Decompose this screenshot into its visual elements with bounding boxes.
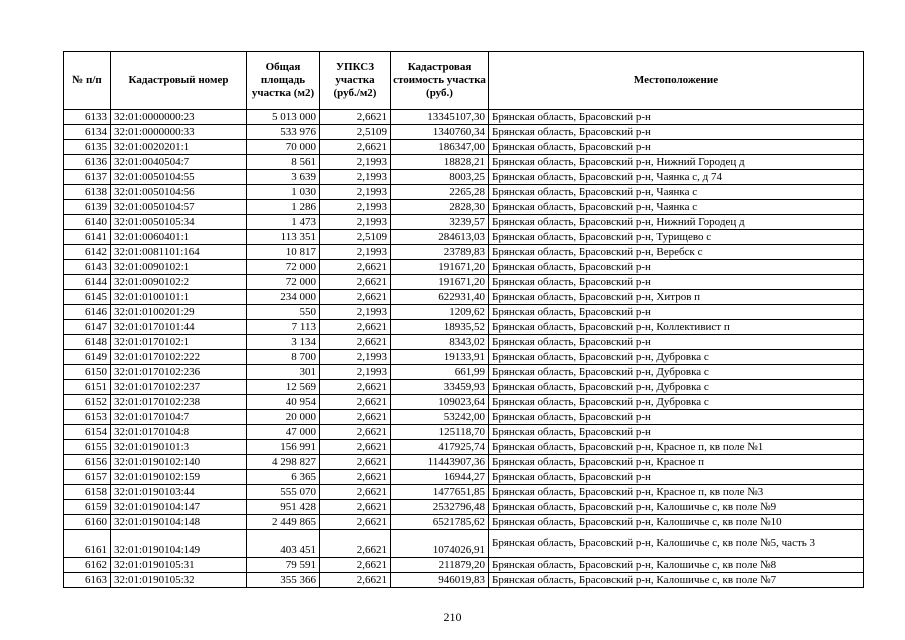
- cell-cadastral-value: 6521785,62: [391, 515, 489, 530]
- cell-cadastral-value: 1074026,91: [391, 530, 489, 558]
- table-row: [64, 305, 864, 320]
- table-row: [64, 500, 864, 515]
- cell-num: 6135: [64, 140, 111, 155]
- cell-cadastral-number: 32:01:0100101:1: [111, 290, 247, 305]
- cell-num: 6163: [64, 573, 111, 588]
- cell-location: Брянская область, Брасовский р-н, Калошичье с, кв поле №5, часть 3: [489, 530, 864, 558]
- header-area: Общая площадь участка (м2): [247, 52, 320, 110]
- cell-num: 6144: [64, 275, 111, 290]
- cell-num: 6155: [64, 440, 111, 455]
- cell-cadastral-number: 32:01:0170101:44: [111, 320, 247, 335]
- cell-area: 550: [247, 305, 320, 320]
- cell-area: 12 569: [247, 380, 320, 395]
- cell-upksz: 2,6621: [320, 573, 391, 588]
- cell-cadastral-number: 32:01:0170102:222: [111, 350, 247, 365]
- cell-num: 6148: [64, 335, 111, 350]
- cell-num: 6136: [64, 155, 111, 170]
- cell-cadastral-number: 32:01:0190102:140: [111, 455, 247, 470]
- cell-num: 6154: [64, 425, 111, 440]
- cell-upksz: 2,6621: [320, 440, 391, 455]
- cell-location: Брянская область, Брасовский р-н, Красное п: [489, 455, 864, 470]
- page-number: 210: [443, 610, 462, 624]
- cell-cadastral-value: 125118,70: [391, 425, 489, 440]
- cell-cadastral-number: 32:01:0170104:7: [111, 410, 247, 425]
- table-row: [64, 230, 864, 245]
- table-row: [64, 395, 864, 410]
- cell-location: Брянская область, Брасовский р-н, Хитров п: [489, 290, 864, 305]
- cell-location: Брянская область, Брасовский р-н: [489, 140, 864, 155]
- cell-location: Брянская область, Брасовский р-н, Веребск с: [489, 245, 864, 260]
- cell-cadastral-number: 32:01:0170102:238: [111, 395, 247, 410]
- cell-cadastral-value: 946019,83: [391, 573, 489, 588]
- cell-location: Брянская область, Брасовский р-н, Дубровка с: [489, 395, 864, 410]
- cell-area: 4 298 827: [247, 455, 320, 470]
- cell-cadastral-number: 32:01:0060401:1: [111, 230, 247, 245]
- cell-area: 72 000: [247, 260, 320, 275]
- cell-cadastral-value: 3239,57: [391, 215, 489, 230]
- cell-num: 6158: [64, 485, 111, 500]
- cell-num: 6147: [64, 320, 111, 335]
- cell-area: 1 473: [247, 215, 320, 230]
- cell-cadastral-value: 18935,52: [391, 320, 489, 335]
- cell-location: Брянская область, Брасовский р-н: [489, 260, 864, 275]
- cell-upksz: 2,6621: [320, 485, 391, 500]
- cell-location: Брянская область, Брасовский р-н: [489, 335, 864, 350]
- cell-cadastral-value: 2265,28: [391, 185, 489, 200]
- table-row: [64, 245, 864, 260]
- cell-location: Брянская область, Брасовский р-н, Дубровка с: [489, 365, 864, 380]
- table-row: [64, 320, 864, 335]
- table-row: [64, 275, 864, 290]
- cell-cadastral-number: 32:01:0190103:44: [111, 485, 247, 500]
- cell-num: 6161: [64, 530, 111, 558]
- cell-num: 6149: [64, 350, 111, 365]
- table-row: [64, 365, 864, 380]
- cell-num: 6139: [64, 200, 111, 215]
- table-row: [64, 410, 864, 425]
- cell-location: Брянская область, Брасовский р-н, Дубровка с: [489, 380, 864, 395]
- cell-cadastral-number: 32:01:0090102:2: [111, 275, 247, 290]
- cell-location: Брянская область, Брасовский р-н, Нижний Городец д: [489, 155, 864, 170]
- cell-upksz: 2,1993: [320, 245, 391, 260]
- table-row: [64, 335, 864, 350]
- table-row: [64, 455, 864, 470]
- table-row: [64, 573, 864, 588]
- cell-cadastral-value: 8343,02: [391, 335, 489, 350]
- cell-cadastral-value: 417925,74: [391, 440, 489, 455]
- cell-num: 6160: [64, 515, 111, 530]
- cell-num: 6137: [64, 170, 111, 185]
- cell-area: 156 991: [247, 440, 320, 455]
- cell-cadastral-number: 32:01:0020201:1: [111, 140, 247, 155]
- header-cadastral-number: Кадастровый номер: [111, 52, 247, 110]
- cell-area: 8 561: [247, 155, 320, 170]
- table-row: [64, 470, 864, 485]
- cell-cadastral-value: 1477651,85: [391, 485, 489, 500]
- cell-cadastral-number: 32:01:0190105:31: [111, 558, 247, 573]
- header-upksz: УПКСЗ участка (руб./м2): [320, 52, 391, 110]
- table-row: [64, 290, 864, 305]
- cell-area: 40 954: [247, 395, 320, 410]
- cell-num: 6151: [64, 380, 111, 395]
- table-row: [64, 485, 864, 500]
- cadastral-table: [63, 51, 864, 588]
- cell-location: Брянская область, Брасовский р-н, Калошичье с, кв поле №8: [489, 558, 864, 573]
- cell-cadastral-number: 32:01:0050104:55: [111, 170, 247, 185]
- cell-cadastral-value: 661,99: [391, 365, 489, 380]
- cell-area: 555 070: [247, 485, 320, 500]
- cell-location: Брянская область, Брасовский р-н: [489, 425, 864, 440]
- cell-num: 6156: [64, 455, 111, 470]
- cell-location: Брянская область, Брасовский р-н, Турищево с: [489, 230, 864, 245]
- cell-upksz: 2,6621: [320, 515, 391, 530]
- cell-upksz: 2,1993: [320, 365, 391, 380]
- cell-location: Брянская область, Брасовский р-н: [489, 410, 864, 425]
- cell-area: 3 134: [247, 335, 320, 350]
- cell-upksz: 2,1993: [320, 305, 391, 320]
- cell-cadastral-value: 19133,91: [391, 350, 489, 365]
- table-row: [64, 200, 864, 215]
- cell-upksz: 2,6621: [320, 425, 391, 440]
- cell-cadastral-value: 1340760,34: [391, 125, 489, 140]
- table-row: [64, 350, 864, 365]
- cell-cadastral-value: 284613,03: [391, 230, 489, 245]
- cell-cadastral-value: 211879,20: [391, 558, 489, 573]
- cell-upksz: 2,1993: [320, 215, 391, 230]
- cell-num: 6140: [64, 215, 111, 230]
- cell-location: Брянская область, Брасовский р-н, Нижний Городец д: [489, 215, 864, 230]
- cell-num: 6153: [64, 410, 111, 425]
- cell-area: 47 000: [247, 425, 320, 440]
- cell-cadastral-value: 8003,25: [391, 170, 489, 185]
- cell-upksz: 2,6621: [320, 290, 391, 305]
- cell-upksz: 2,1993: [320, 200, 391, 215]
- cell-upksz: 2,6621: [320, 530, 391, 558]
- cell-upksz: 2,6621: [320, 260, 391, 275]
- cell-cadastral-number: 32:01:0081101:164: [111, 245, 247, 260]
- cell-location: Брянская область, Брасовский р-н, Калошичье с, кв поле №10: [489, 515, 864, 530]
- table-row: [64, 260, 864, 275]
- cell-location: Брянская область, Брасовский р-н, Дубровка с: [489, 350, 864, 365]
- cell-upksz: 2,5109: [320, 230, 391, 245]
- table-row: [64, 380, 864, 395]
- table-row: [64, 140, 864, 155]
- cell-num: 6150: [64, 365, 111, 380]
- cell-location: Брянская область, Брасовский р-н: [489, 470, 864, 485]
- cell-area: 1 286: [247, 200, 320, 215]
- cell-cadastral-number: 32:01:0190104:147: [111, 500, 247, 515]
- cell-cadastral-value: 33459,93: [391, 380, 489, 395]
- cell-cadastral-value: 1209,62: [391, 305, 489, 320]
- cell-area: 234 000: [247, 290, 320, 305]
- cell-cadastral-number: 32:01:0000000:23: [111, 110, 247, 125]
- table-row: [64, 125, 864, 140]
- cell-cadastral-number: 32:01:0190104:148: [111, 515, 247, 530]
- table-row: [64, 530, 864, 558]
- cell-cadastral-number: 32:01:0050105:34: [111, 215, 247, 230]
- cell-location: Брянская область, Брасовский р-н, Чаянка с: [489, 200, 864, 215]
- cell-upksz: 2,6621: [320, 500, 391, 515]
- cell-area: 1 030: [247, 185, 320, 200]
- cell-cadastral-value: 53242,00: [391, 410, 489, 425]
- cell-upksz: 2,6621: [320, 335, 391, 350]
- cell-num: 6162: [64, 558, 111, 573]
- cell-cadastral-value: 191671,20: [391, 260, 489, 275]
- cell-area: 3 639: [247, 170, 320, 185]
- cell-cadastral-number: 32:01:0170102:1: [111, 335, 247, 350]
- cell-upksz: 2,5109: [320, 125, 391, 140]
- cell-upksz: 2,6621: [320, 558, 391, 573]
- cell-cadastral-value: 13345107,30: [391, 110, 489, 125]
- cell-location: Брянская область, Брасовский р-н, Коллективист п: [489, 320, 864, 335]
- cell-location: Брянская область, Брасовский р-н: [489, 275, 864, 290]
- cell-num: 6145: [64, 290, 111, 305]
- cell-location: Брянская область, Брасовский р-н, Калошичье с, кв поле №9: [489, 500, 864, 515]
- cell-upksz: 2,6621: [320, 395, 391, 410]
- cell-cadastral-value: 186347,00: [391, 140, 489, 155]
- cell-num: 6152: [64, 395, 111, 410]
- cell-area: 5 013 000: [247, 110, 320, 125]
- cell-num: 6146: [64, 305, 111, 320]
- cell-cadastral-value: 622931,40: [391, 290, 489, 305]
- cell-upksz: 2,1993: [320, 170, 391, 185]
- header-location: Местоположение: [489, 52, 864, 110]
- table-row: [64, 515, 864, 530]
- table-body: [64, 110, 864, 588]
- cell-upksz: 2,1993: [320, 155, 391, 170]
- header-cadastral-value: Кадастровая стоимость участка (руб.): [391, 52, 489, 110]
- cell-area: 7 113: [247, 320, 320, 335]
- cell-cadastral-value: 2828,30: [391, 200, 489, 215]
- cell-upksz: 2,6621: [320, 275, 391, 290]
- cell-cadastral-number: 32:01:0190104:149: [111, 530, 247, 558]
- cell-area: 403 451: [247, 530, 320, 558]
- cell-cadastral-value: 11443907,36: [391, 455, 489, 470]
- cell-cadastral-number: 32:01:0000000:33: [111, 125, 247, 140]
- header-row: [64, 52, 864, 110]
- cell-num: 6134: [64, 125, 111, 140]
- cell-area: 79 591: [247, 558, 320, 573]
- table-row: [64, 425, 864, 440]
- cell-location: Брянская область, Брасовский р-н: [489, 110, 864, 125]
- cell-area: 951 428: [247, 500, 320, 515]
- cell-upksz: 2,6621: [320, 140, 391, 155]
- cell-area: 10 817: [247, 245, 320, 260]
- cell-cadastral-number: 32:01:0040504:7: [111, 155, 247, 170]
- cell-area: 8 700: [247, 350, 320, 365]
- cell-cadastral-value: 18828,21: [391, 155, 489, 170]
- cell-num: 6138: [64, 185, 111, 200]
- cell-location: Брянская область, Брасовский р-н, Красное п, кв поле №1: [489, 440, 864, 455]
- cell-cadastral-number: 32:01:0190101:3: [111, 440, 247, 455]
- cell-cadastral-value: 16944,27: [391, 470, 489, 485]
- header-num: № п/п: [64, 52, 111, 110]
- cell-upksz: 2,6621: [320, 455, 391, 470]
- cell-cadastral-number: 32:01:0170102:237: [111, 380, 247, 395]
- cell-location: Брянская область, Брасовский р-н, Чаянка с, д 74: [489, 170, 864, 185]
- cell-cadastral-value: 2532796,48: [391, 500, 489, 515]
- cell-cadastral-number: 32:01:0170104:8: [111, 425, 247, 440]
- cell-upksz: 2,1993: [320, 350, 391, 365]
- table-row: [64, 558, 864, 573]
- cell-area: 70 000: [247, 140, 320, 155]
- table-row: [64, 110, 864, 125]
- cell-area: 301: [247, 365, 320, 380]
- cell-num: 6159: [64, 500, 111, 515]
- table-row: [64, 170, 864, 185]
- cell-location: Брянская область, Брасовский р-н: [489, 125, 864, 140]
- cell-area: 533 976: [247, 125, 320, 140]
- cell-num: 6142: [64, 245, 111, 260]
- cell-upksz: 2,6621: [320, 380, 391, 395]
- cell-area: 20 000: [247, 410, 320, 425]
- cell-num: 6141: [64, 230, 111, 245]
- cell-num: 6133: [64, 110, 111, 125]
- cell-area: 72 000: [247, 275, 320, 290]
- table-row: [64, 185, 864, 200]
- cell-cadastral-value: 191671,20: [391, 275, 489, 290]
- cell-cadastral-number: 32:01:0100201:29: [111, 305, 247, 320]
- table-row: [64, 215, 864, 230]
- cell-num: 6143: [64, 260, 111, 275]
- cell-upksz: 2,6621: [320, 470, 391, 485]
- cell-upksz: 2,6621: [320, 320, 391, 335]
- cell-location: Брянская область, Брасовский р-н: [489, 305, 864, 320]
- cell-area: 2 449 865: [247, 515, 320, 530]
- cell-cadastral-value: 109023,64: [391, 395, 489, 410]
- table-row: [64, 155, 864, 170]
- cell-cadastral-number: 32:01:0050104:56: [111, 185, 247, 200]
- cell-upksz: 2,6621: [320, 410, 391, 425]
- cell-area: 113 351: [247, 230, 320, 245]
- cell-upksz: 2,6621: [320, 110, 391, 125]
- cell-cadastral-number: 32:01:0170102:236: [111, 365, 247, 380]
- cell-area: 6 365: [247, 470, 320, 485]
- cell-cadastral-number: 32:01:0190105:32: [111, 573, 247, 588]
- cell-num: 6157: [64, 470, 111, 485]
- cell-cadastral-number: 32:01:0190102:159: [111, 470, 247, 485]
- cell-cadastral-number: 32:01:0050104:57: [111, 200, 247, 215]
- cell-location: Брянская область, Брасовский р-н, Красное п, кв поле №3: [489, 485, 864, 500]
- cell-upksz: 2,1993: [320, 185, 391, 200]
- cell-cadastral-number: 32:01:0090102:1: [111, 260, 247, 275]
- table-row: [64, 440, 864, 455]
- cell-area: 355 366: [247, 573, 320, 588]
- cell-cadastral-value: 23789,83: [391, 245, 489, 260]
- cell-location: Брянская область, Брасовский р-н, Калошичье с, кв поле №7: [489, 573, 864, 588]
- cell-location: Брянская область, Брасовский р-н, Чаянка с: [489, 185, 864, 200]
